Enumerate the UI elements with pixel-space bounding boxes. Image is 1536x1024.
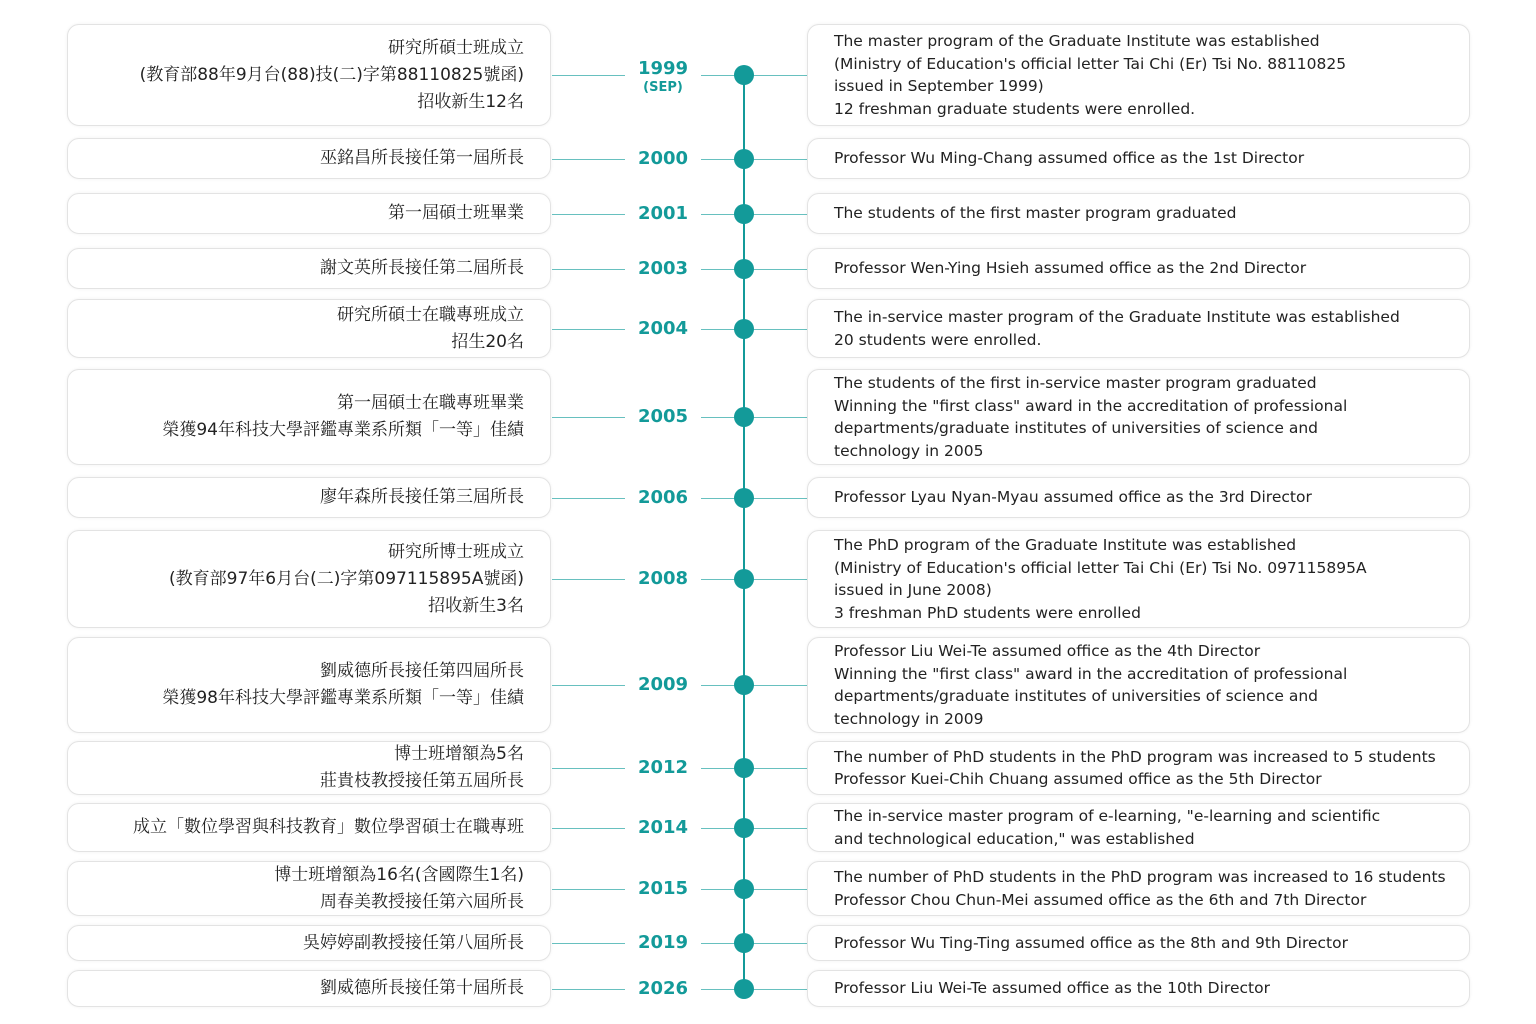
- event-card-en: [807, 741, 1470, 795]
- connector-line: [701, 889, 807, 890]
- event-card-zh: [67, 299, 551, 358]
- event-card-zh: [67, 970, 551, 1007]
- connector-line: [701, 417, 807, 418]
- year-text: 2026: [637, 978, 689, 999]
- event-text-en: Professor Wu Ting-Ting assumed office as the 8th and 9th Director: [834, 933, 1348, 952]
- event-card-zh: [67, 530, 551, 628]
- event-text-zh: 成立「數位學習與科技教育」數位學習碩士在職專班: [133, 817, 524, 837]
- event-text-en: The in-service master program of the Graduate Institute was established 20 students were enrolled.: [834, 308, 1400, 349]
- event-card-en: [807, 24, 1470, 126]
- year-text: 2003: [637, 258, 689, 279]
- timeline-dot: [734, 933, 754, 953]
- year-text: 2004: [637, 318, 689, 339]
- event-card-zh: [67, 24, 551, 126]
- event-card-en: [807, 925, 1470, 961]
- year-text: 2012: [637, 757, 689, 778]
- event-card-en: [807, 637, 1470, 733]
- event-text-en: The number of PhD students in the PhD program was increased to 16 students Professor Chou Chun-Mei assumed office as the 6th and 7th Director: [834, 868, 1446, 909]
- event-text-zh: 博士班增額為16名(含國際生1名) 周春美教授接任第六屆所長: [274, 864, 524, 912]
- year-label: [625, 817, 701, 839]
- year-text: 2006: [637, 487, 689, 508]
- connector-line: [552, 269, 625, 270]
- year-label: [625, 148, 701, 170]
- event-card-zh: [67, 861, 551, 916]
- year-label: [625, 203, 701, 225]
- connector-line: [552, 685, 625, 686]
- year-text: 2001: [637, 203, 689, 224]
- connector-line: [701, 828, 807, 829]
- year-label: [625, 406, 701, 428]
- connector-line: [552, 417, 625, 418]
- connector-line: [552, 989, 625, 990]
- year-label: [625, 487, 701, 509]
- year-label: [625, 978, 701, 1000]
- connector-line: [552, 579, 625, 580]
- event-text-zh: 巫銘昌所長接任第一屆所長: [320, 148, 524, 168]
- timeline-dot: [734, 569, 754, 589]
- timeline-dot: [734, 979, 754, 999]
- event-text-en: The in-service master program of e-learning, "e-learning and scientific and technological education," was established: [834, 807, 1381, 848]
- event-text-en: The master program of the Graduate Institute was established (Ministry of Education's official letter Tai Chi (Er) Tsi No. 88110825 issued in September 1999) 12 freshman graduate students were enrolled.: [834, 32, 1347, 118]
- event-card-zh: [67, 741, 551, 795]
- timeline-dot: [734, 488, 754, 508]
- event-text-en: Professor Liu Wei-Te assumed office as the 10th Director: [834, 979, 1270, 998]
- event-text-zh: 研究所碩士在職專班成立 招生20名: [337, 304, 524, 352]
- connector-line: [701, 768, 807, 769]
- event-card-zh: [67, 248, 551, 289]
- connector-line: [552, 889, 625, 890]
- year-label: [625, 757, 701, 779]
- timeline-dot: [734, 65, 754, 85]
- connector-line: [701, 579, 807, 580]
- event-text-en: Professor Wu Ming-Chang assumed office as the 1st Director: [834, 149, 1305, 168]
- year-text: 2005: [637, 406, 689, 427]
- event-card-en: [807, 248, 1470, 289]
- event-card-en: [807, 369, 1470, 465]
- connector-line: [552, 498, 625, 499]
- year-subtext: (SEP): [643, 80, 683, 95]
- event-card-zh: [67, 138, 551, 179]
- year-text: 2009: [637, 674, 689, 695]
- timeline-dot: [734, 675, 754, 695]
- event-text-en: The students of the first master program graduated: [834, 204, 1237, 223]
- connector-line: [552, 214, 625, 215]
- event-text-zh: 劉威德所長接任第十屆所長: [320, 978, 524, 998]
- year-label: [625, 674, 701, 696]
- event-card-zh: [67, 925, 551, 961]
- event-text-en: The students of the first in-service master program graduated Winning the "first class" award in the accreditation of professional departments/graduate institutes of universities of science and technology in 2005: [834, 374, 1348, 460]
- timeline-dot: [734, 149, 754, 169]
- event-text-zh: 廖年森所長接任第三屆所長: [320, 487, 524, 507]
- event-text-zh: 謝文英所長接任第二屆所長: [320, 258, 524, 278]
- connector-line: [701, 329, 807, 330]
- year-text: 2019: [637, 932, 689, 953]
- year-label: [625, 258, 701, 280]
- event-card-en: [807, 477, 1470, 518]
- event-text-en: The PhD program of the Graduate Institute was established (Ministry of Education's official letter Tai Chi (Er) Tsi No. 097115895A issued in June 2008) 3 freshman PhD students were enrolled: [834, 536, 1367, 622]
- event-text-en: Professor Liu Wei-Te assumed office as the 4th Director Winning the "first class" award in the accreditation of professional departments/graduate institutes of universities of science and technology in 2009: [834, 642, 1348, 728]
- event-text-zh: 研究所博士班成立 (教育部97年6月台(二)字第097115895A號函) 招收新生3名: [169, 541, 524, 616]
- connector-line: [552, 329, 625, 330]
- event-card-zh: [67, 637, 551, 733]
- year-text: 2008: [637, 568, 689, 589]
- year-label: [625, 568, 701, 590]
- event-text-en: The number of PhD students in the PhD program was increased to 5 students Professor Kuei-Chih Chuang assumed office as the 5th Director: [834, 747, 1436, 788]
- year-label: [625, 58, 701, 96]
- connector-line: [701, 498, 807, 499]
- connector-line: [552, 159, 625, 160]
- event-text-zh: 第一屆碩士班畢業: [388, 203, 524, 223]
- event-card-en: [807, 299, 1470, 358]
- connector-line: [701, 943, 807, 944]
- connector-line: [701, 159, 807, 160]
- connector-line: [552, 828, 625, 829]
- event-card-zh: [67, 193, 551, 234]
- event-text-zh: 博士班增額為5名 莊貴枝教授接任第五屆所長: [320, 744, 524, 791]
- event-text-zh: 研究所碩士班成立 (教育部88年9月台(88)技(二)字第88110825號函) 招收新生12名: [139, 37, 524, 112]
- event-card-en: [807, 861, 1470, 916]
- event-text-zh: 劉威德所長接任第四屆所長 榮獲98年科技大學評鑑專業系所類「一等」佳績: [162, 661, 524, 708]
- timeline-dot: [734, 407, 754, 427]
- event-card-zh: [67, 477, 551, 518]
- timeline-dot: [734, 204, 754, 224]
- connector-line: [552, 75, 625, 76]
- connector-line: [701, 75, 807, 76]
- event-card-zh: [67, 803, 551, 852]
- connector-line: [552, 768, 625, 769]
- event-text-en: Professor Lyau Nyan-Myau assumed office as the 3rd Director: [834, 488, 1312, 507]
- timeline-dot: [734, 319, 754, 339]
- event-card-zh: [67, 369, 551, 465]
- event-text-zh: 第一屆碩士在職專班畢業 榮獲94年科技大學評鑑專業系所類「一等」佳績: [162, 393, 524, 440]
- event-card-en: [807, 970, 1470, 1007]
- timeline-dot: [734, 818, 754, 838]
- year-label: [625, 878, 701, 900]
- event-card-en: [807, 138, 1470, 179]
- year-text: 1999: [637, 58, 689, 79]
- year-label: [625, 932, 701, 954]
- connector-line: [552, 943, 625, 944]
- year-text: 2014: [637, 817, 689, 838]
- year-text: 2000: [637, 148, 689, 169]
- timeline-dot: [734, 259, 754, 279]
- timeline-dot: [734, 879, 754, 899]
- connector-line: [701, 685, 807, 686]
- timeline-dot: [734, 758, 754, 778]
- year-label: [625, 318, 701, 340]
- connector-line: [701, 214, 807, 215]
- connector-line: [701, 269, 807, 270]
- event-text-en: Professor Wen-Ying Hsieh assumed office as the 2nd Director: [834, 259, 1307, 278]
- event-text-zh: 吳婷婷副教授接任第八屆所長: [303, 932, 524, 953]
- year-text: 2015: [637, 878, 689, 899]
- event-card-en: [807, 193, 1470, 234]
- event-card-en: [807, 530, 1470, 628]
- event-card-en: [807, 803, 1470, 852]
- connector-line: [701, 989, 807, 990]
